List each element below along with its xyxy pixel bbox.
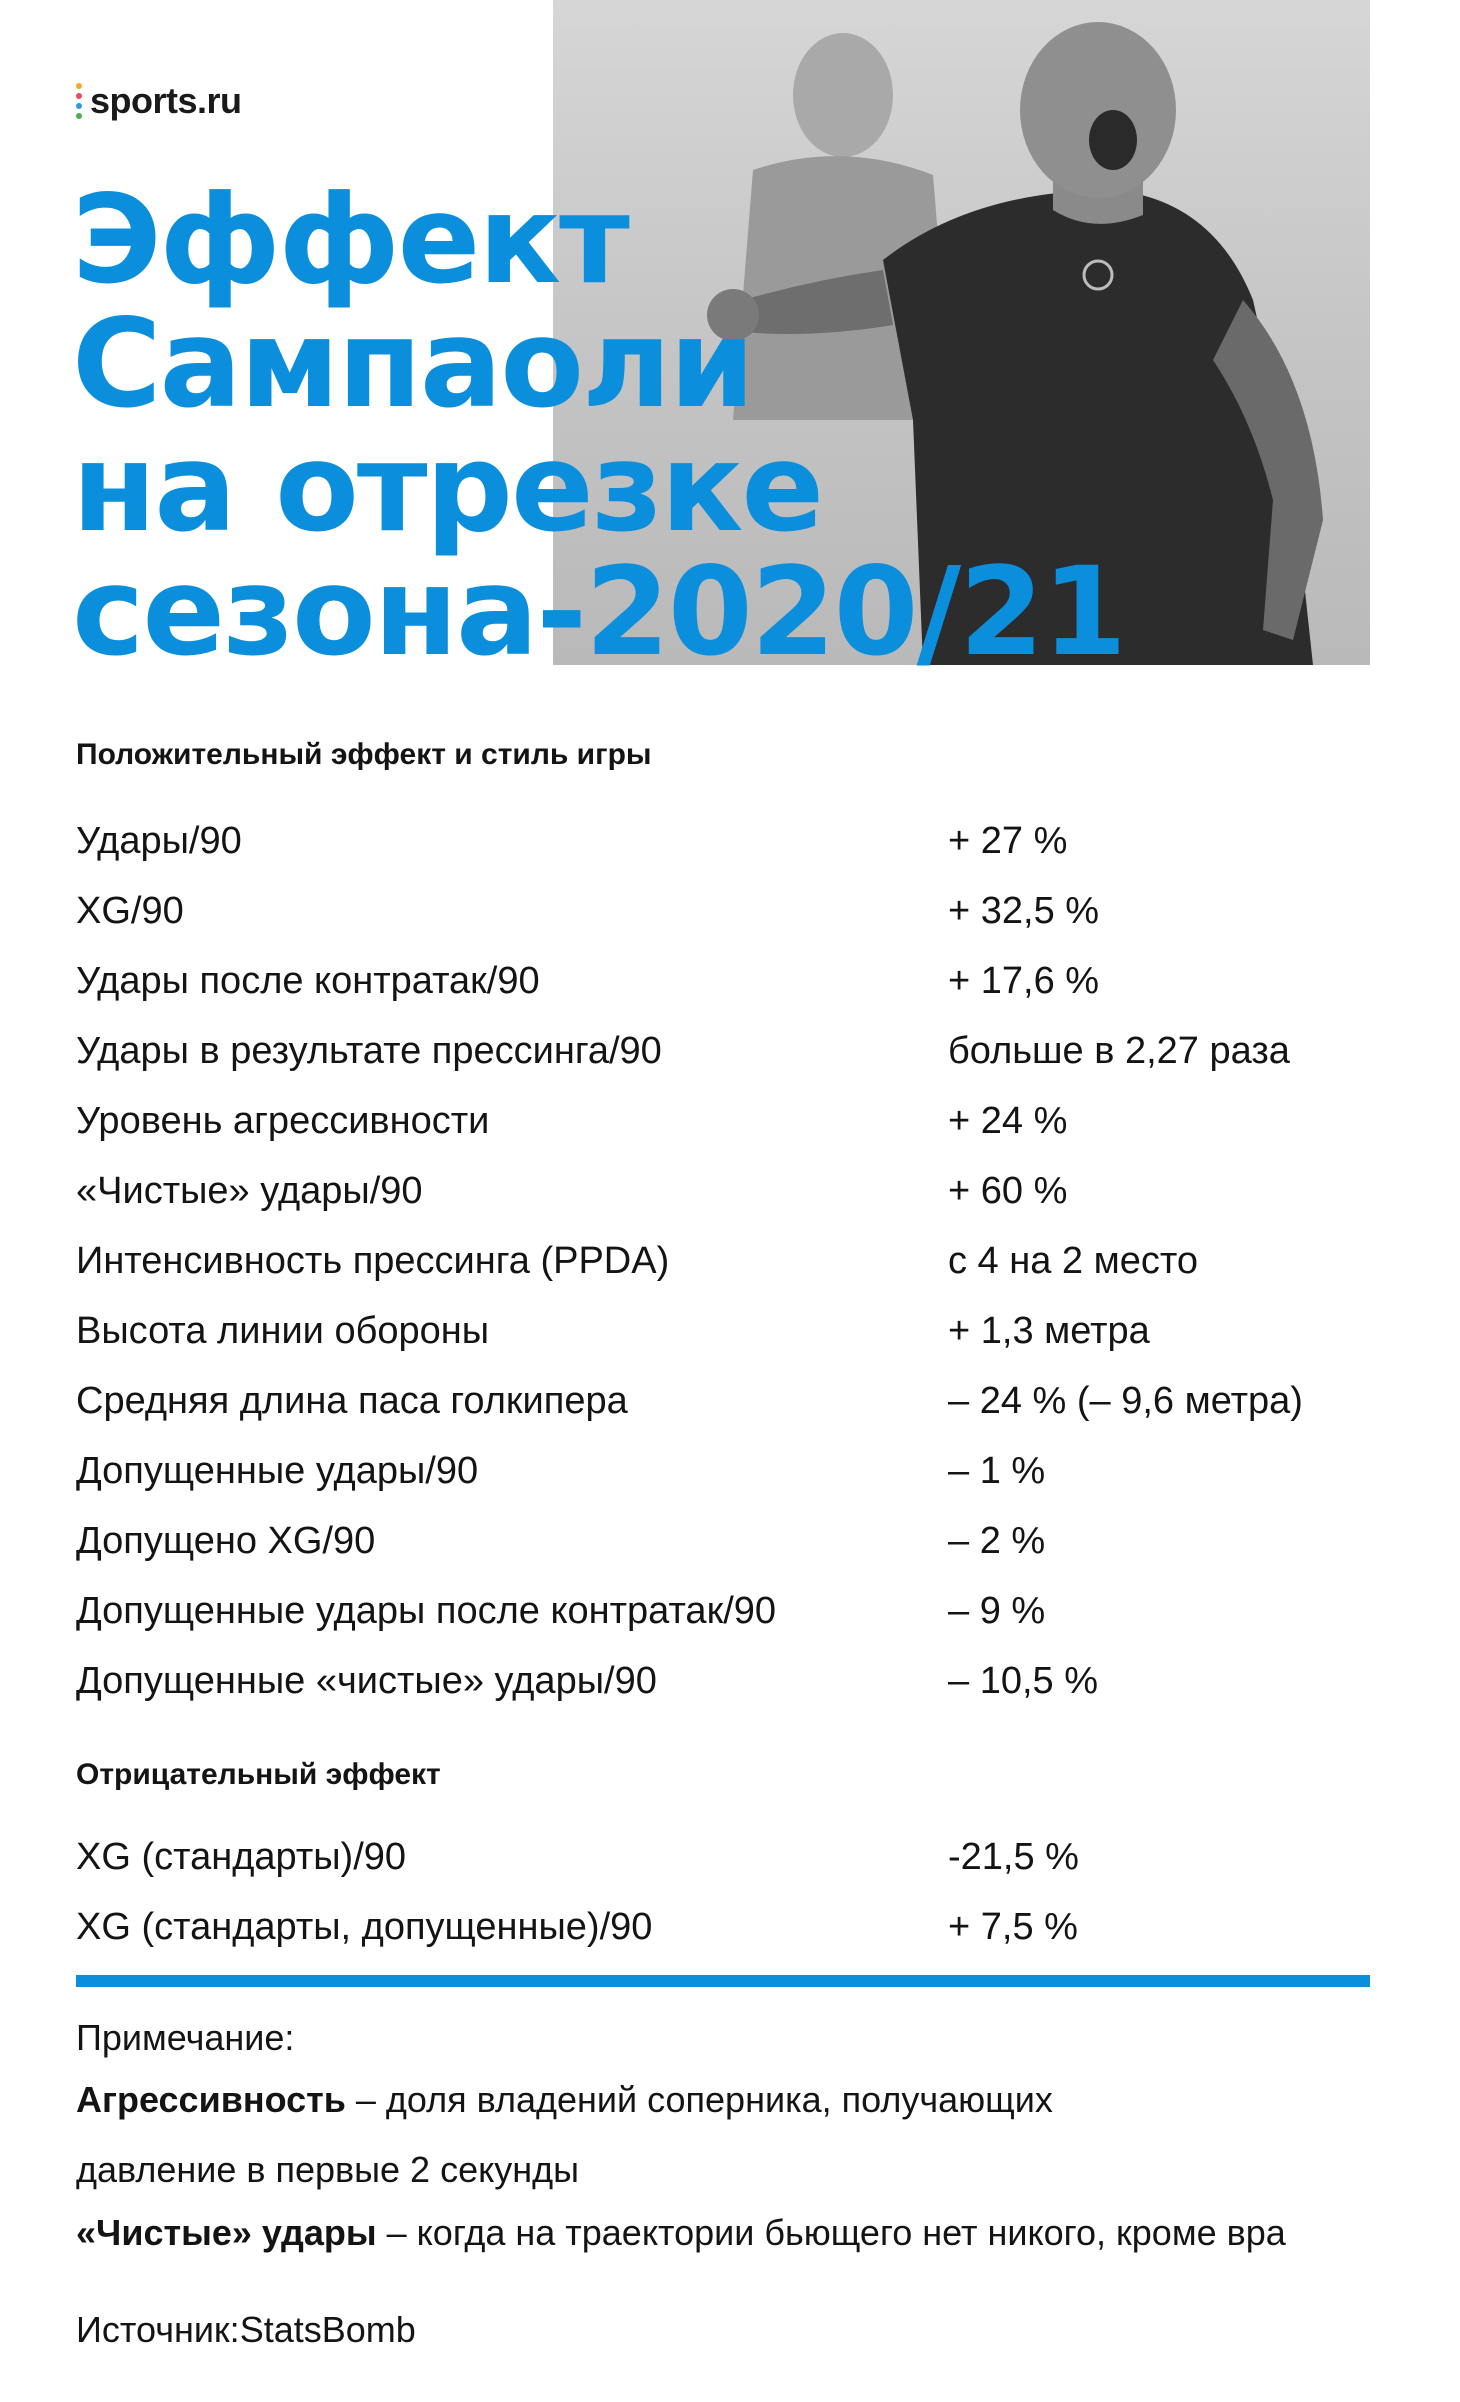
stat-value: больше в 2,27 раза	[948, 1030, 1290, 1072]
stat-value: + 60 %	[948, 1170, 1068, 1212]
stat-row	[76, 1436, 1376, 1506]
stat-value: + 32,5 %	[948, 890, 1100, 932]
stat-value: – 2 %	[948, 1520, 1046, 1562]
stat-value: -21,5 %	[948, 1836, 1079, 1878]
sports-ru-logo	[76, 78, 242, 124]
stat-label: XG (стандарты)/90	[76, 1836, 407, 1878]
stat-label: Высота линии обороны	[76, 1310, 490, 1352]
stat-value: – 1 %	[948, 1450, 1046, 1492]
stat-value: с 4 на 2 место	[948, 1240, 1198, 1282]
stat-label: Средняя длина паса голкипера	[76, 1380, 628, 1422]
stat-row	[76, 876, 1376, 946]
stat-value: + 17,6 %	[948, 960, 1100, 1002]
stat-value: – 24 % (– 9,6 метра)	[948, 1380, 1303, 1422]
logo-dots-icon	[76, 83, 82, 119]
logo-dot	[76, 83, 82, 89]
stat-value: – 10,5 %	[948, 1660, 1098, 1702]
logo-dot	[76, 103, 82, 109]
stat-row	[76, 1646, 1376, 1716]
stat-row	[76, 1822, 1376, 1892]
title-line: на отрезке	[72, 417, 823, 559]
stat-label: Уровень агрессивности	[76, 1100, 490, 1142]
logo-dot	[76, 113, 82, 119]
stat-row	[76, 946, 1376, 1016]
stat-label: Удары/90	[76, 820, 242, 862]
negative-section-heading: Отрицательный эффект	[76, 1758, 441, 1791]
stat-label: Интенсивность прессинга (PPDA)	[76, 1240, 670, 1282]
logo-text: sports.ru	[90, 80, 242, 121]
source-line: Источник:StatsBomb	[76, 2309, 416, 2350]
stat-row	[76, 1366, 1376, 1436]
stat-label: Допущенные «чистые» удары/90	[76, 1660, 657, 1702]
stat-row	[76, 1506, 1376, 1576]
section-divider	[76, 1975, 1370, 1987]
stat-row	[76, 1296, 1376, 1366]
stat-row	[76, 1576, 1376, 1646]
stat-row	[76, 1016, 1376, 1086]
stat-row	[76, 806, 1376, 876]
clean-shots-note	[76, 2208, 1286, 2258]
stat-row	[76, 1086, 1376, 1156]
stat-label: Удары в результате прессинга/90	[76, 1030, 662, 1072]
stat-value: + 7,5 %	[948, 1906, 1078, 1948]
stat-value: + 1,3 метра	[948, 1310, 1150, 1352]
aggression-definition: – доля владений соперника, получающих	[345, 2079, 1053, 2120]
logo-dot	[76, 93, 82, 99]
stat-row	[76, 1156, 1376, 1226]
aggression-note-continued: давление в первые 2 секунды	[76, 2149, 580, 2190]
title-line: сезона-2020/21	[72, 541, 1125, 683]
stat-value: + 27 %	[948, 820, 1068, 862]
stat-label: «Чистые» удары/90	[76, 1170, 423, 1212]
stat-row	[76, 1226, 1376, 1296]
clean-shots-definition: – когда на траектории бьющего нет никого, кроме вра	[376, 2212, 1286, 2253]
stat-row	[76, 1892, 1376, 1962]
page-title	[72, 169, 1125, 683]
title-line: Сампаоли	[72, 293, 753, 435]
stat-label: Удары после контратак/90	[76, 960, 540, 1002]
positive-section-heading: Положительный эффект и стиль игры	[76, 738, 652, 771]
positive-stats-table	[76, 806, 1376, 1716]
aggression-term: Агрессивность	[76, 2079, 346, 2120]
stat-label: XG (стандарты, допущенные)/90	[76, 1906, 653, 1948]
negative-stats-table	[76, 1822, 1376, 1962]
stat-label: Допущено XG/90	[76, 1520, 376, 1562]
stat-label: XG/90	[76, 890, 184, 932]
title-line: Эффект	[72, 169, 628, 311]
notes-heading: Примечание:	[76, 2017, 295, 2058]
stat-label: Допущенные удары/90	[76, 1450, 479, 1492]
aggression-note	[76, 2075, 1053, 2125]
stat-value: + 24 %	[948, 1100, 1068, 1142]
clean-shots-term: «Чистые» удары	[76, 2212, 377, 2253]
stat-label: Допущенные удары после контратак/90	[76, 1590, 777, 1632]
stat-value: – 9 %	[948, 1590, 1046, 1632]
